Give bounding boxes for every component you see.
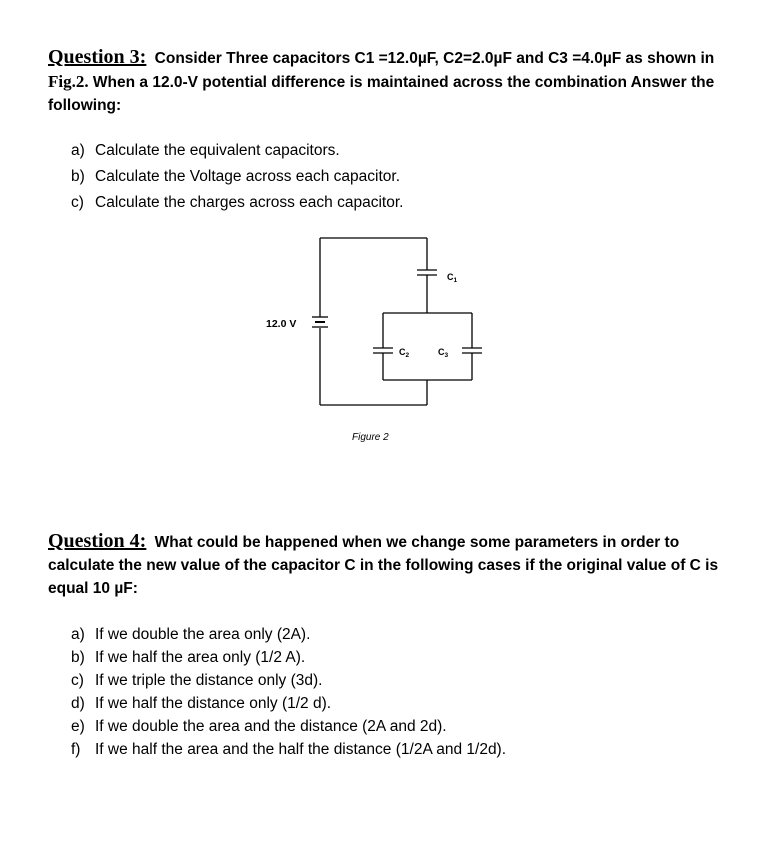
list-marker: e) [71,718,85,735]
list-marker: b) [71,168,85,185]
figure-reference: Fig.2. [48,72,89,91]
list-item-text: If we half the area and the half the distance (1/2A and 1/2d). [95,741,507,758]
c1-label: $C_1$ [447,272,458,284]
list-item-text: If we double the area and the distance (2A and 2d). [95,718,447,735]
question-4-list [71,623,506,761]
list-item [71,738,506,761]
list-item-text: If we half the distance only (1/2 d). [95,695,332,712]
list-marker: c) [71,672,84,689]
list-marker: a) [71,142,85,159]
list-item [71,190,403,216]
list-item-text: If we triple the distance only (3d). [95,672,323,689]
list-marker: d) [71,695,85,712]
list-marker: f) [71,741,81,758]
list-item [71,715,506,738]
list-item [71,669,506,692]
list-item [71,623,506,646]
question-3-text: Consider Three capacitors C1 =12.0µF, C2=2.0µF and C3 =4.0µF as shown in Fig.2. When a 12.0-V potential difference is maintained across the combination Answer the following: [48,50,715,114]
figure-caption: Figure 2 [352,432,389,443]
list-item-text: If we double the area only (2A). [95,626,311,643]
question-4-text: What could be happened when we change some parameters in order to calculate the new value of the capacitor C in the following cases if the original value of C is equal 10 µF: [48,534,719,597]
list-item [71,138,403,164]
list-marker: b) [71,649,85,666]
question-3-heading [48,46,748,117]
c3-label: $C_3$ [438,347,449,359]
c2-label: $C_2$ [399,347,410,359]
list-item [71,164,403,190]
battery-label: 12.0 V [266,318,297,330]
question-4-heading [48,530,738,600]
list-item-text: Calculate the equivalent capacitors. [95,142,340,159]
list-marker: a) [71,626,85,643]
question-4-label: Question 4: [48,530,147,552]
list-item [71,692,506,715]
list-marker: c) [71,194,84,211]
list-item [71,646,506,669]
circuit-diagram [240,230,500,450]
question-3-list [71,138,403,216]
list-item-text: If we half the area only (1/2 A). [95,649,306,666]
list-item-text: Calculate the charges across each capacitor. [95,194,404,211]
list-item-text: Calculate the Voltage across each capacitor. [95,168,401,185]
question-3-label: Question 3: [48,46,147,68]
